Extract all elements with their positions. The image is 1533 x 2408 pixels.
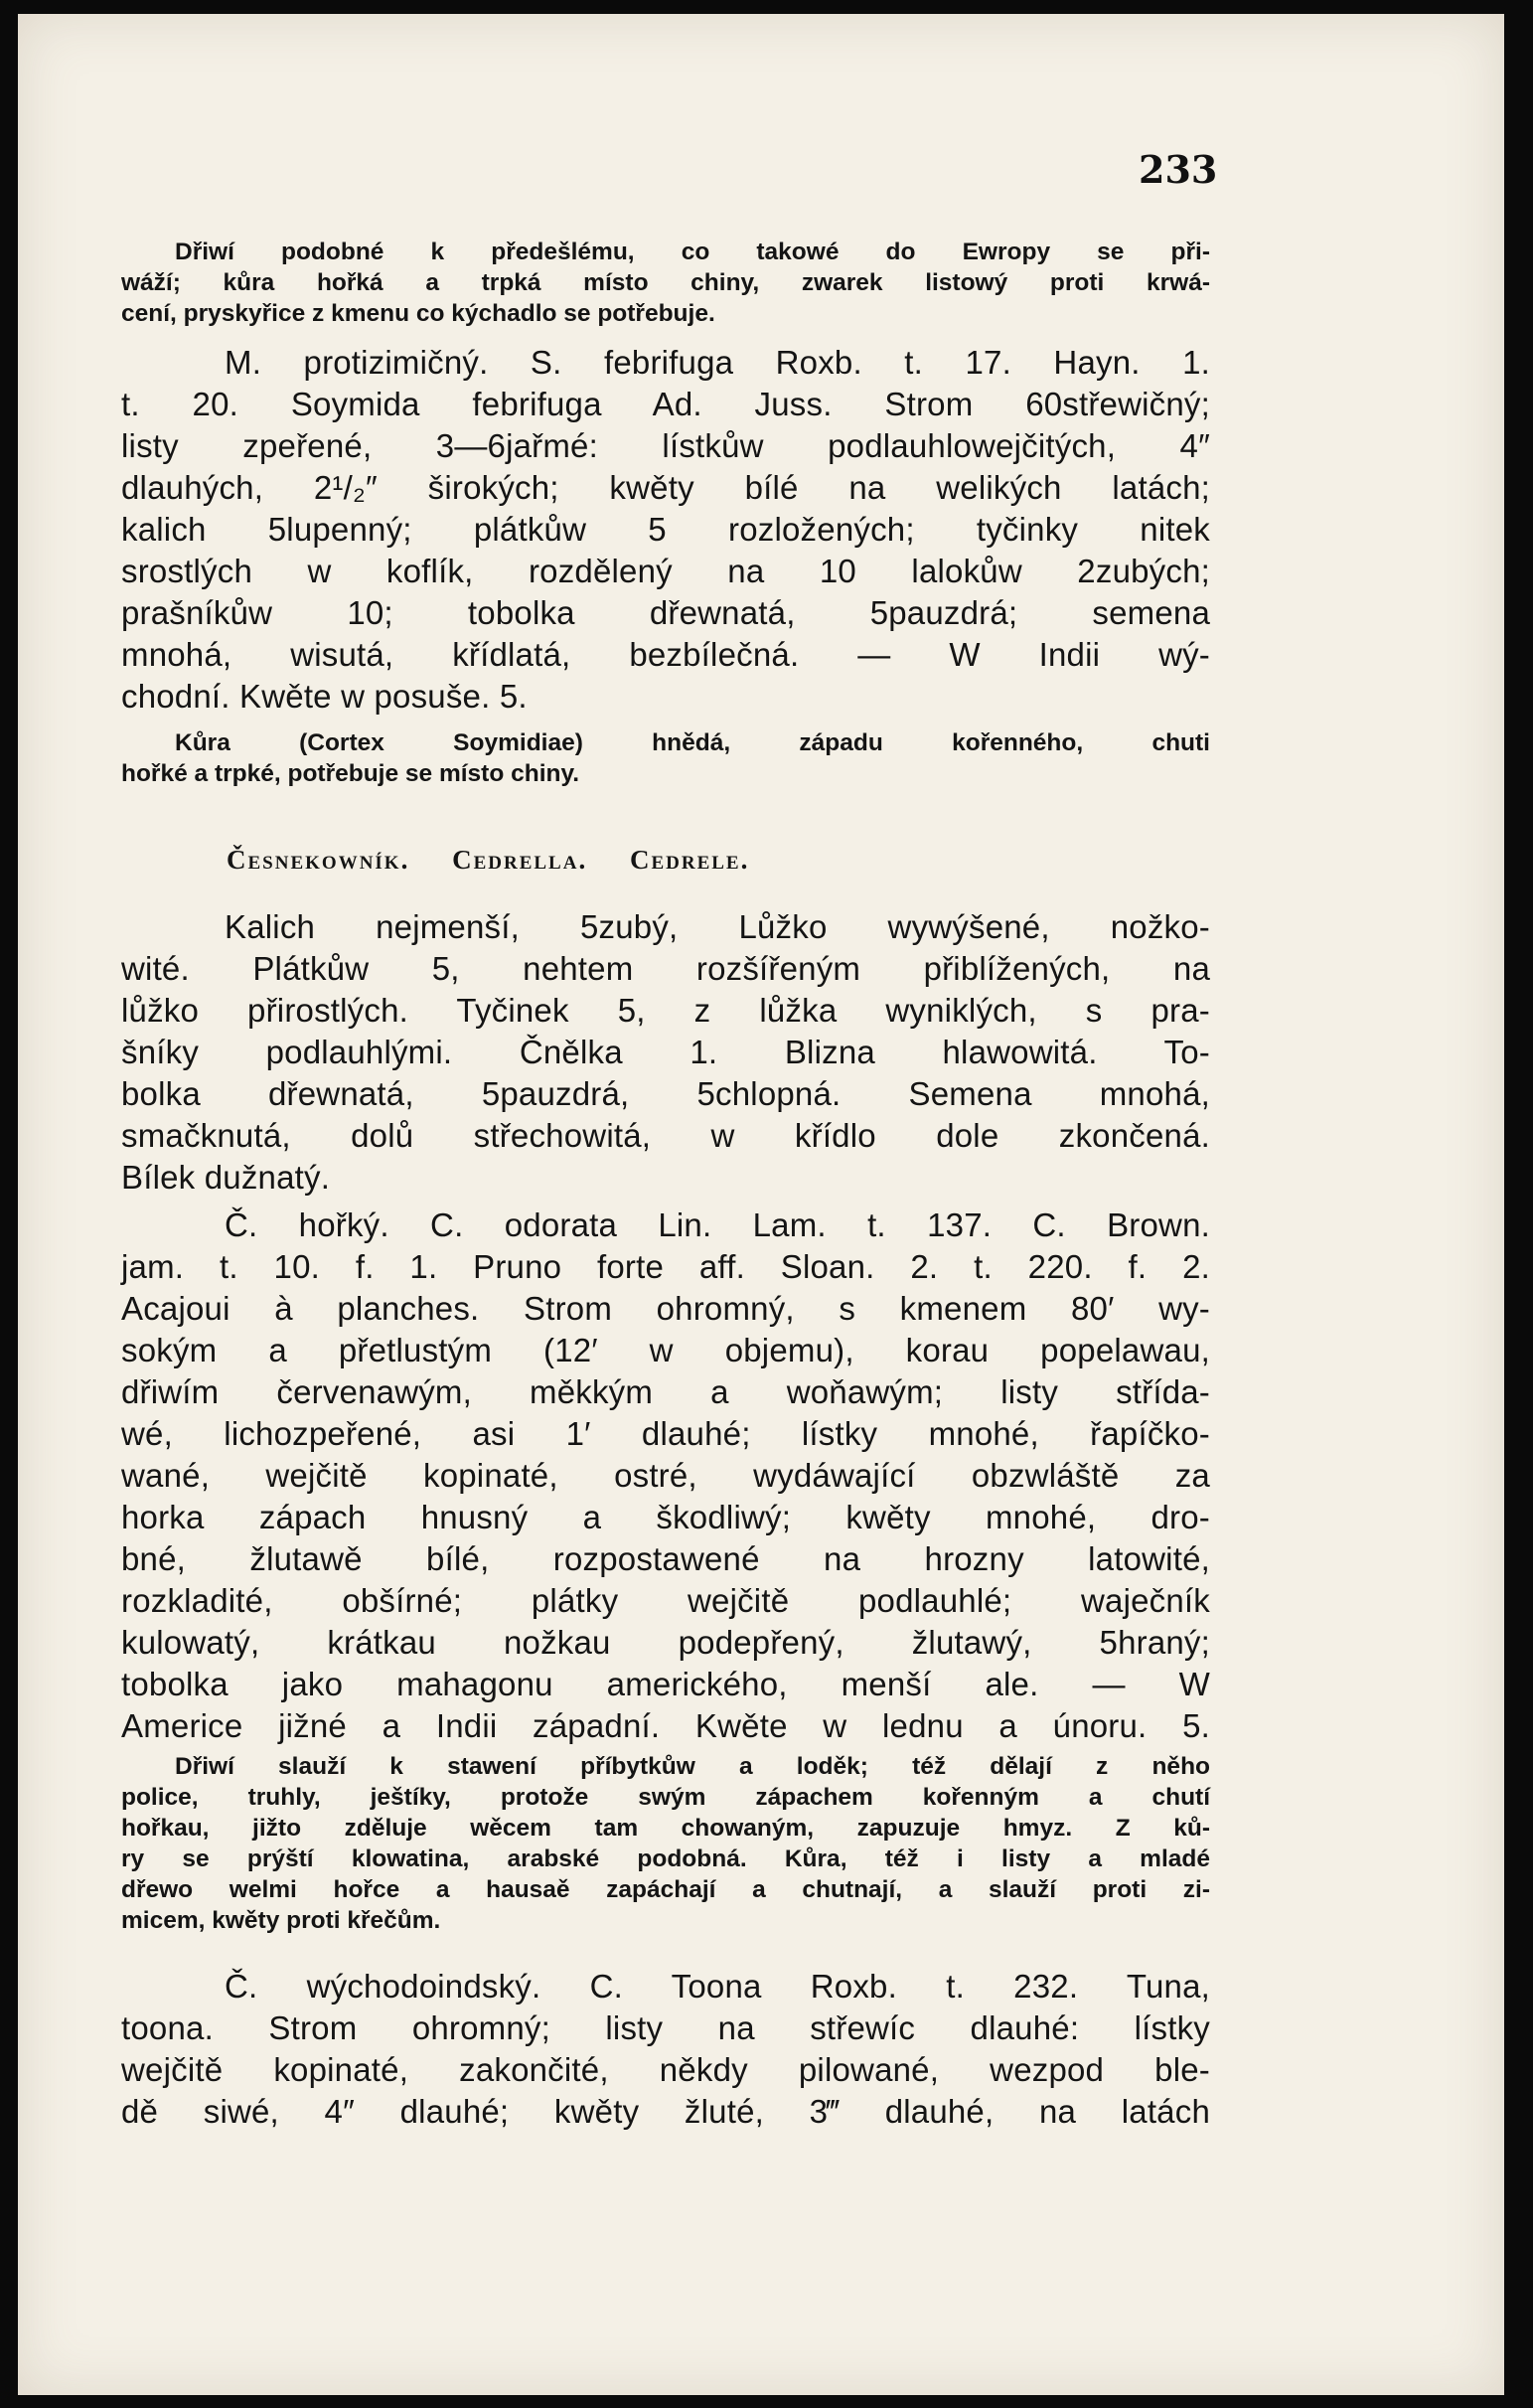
text-line: hořkau, jižto zděluje wěcem tam chowaným, zapuzuje hmyz. Z ků- [121, 1815, 1210, 1842]
heading-latin: Cedrella. [452, 845, 588, 875]
text-line: wáží; kůra hořká a trpká místo chiny, zwarek listowý proti krwá- [121, 269, 1210, 296]
text-line: hořké a trpké, potřebuje se místo chiny. [121, 760, 580, 787]
paragraph-species-horky [121, 1204, 1210, 1747]
text-line: M. protizimičný. S. febrifuga Roxb. t. 17. Hayn. 1. [225, 344, 1210, 381]
text-line: kalich 5lupenný; plátkůw 5 rozložených; tyčinky nitek [121, 511, 1210, 548]
text-line: wané, wejčitě kopinaté, ostré, wydáwající obzwláště za [121, 1457, 1210, 1494]
heading-french: Cedrele. [629, 845, 750, 875]
text-line: mnohá, wisutá, křídlatá, bezbílečná. — W Indii wý- [121, 636, 1210, 673]
text-line: lůžko přirostlých. Tyčinek 5, z lůžka wyniklých, s pra- [121, 992, 1210, 1029]
paragraph-species-protizimicny [121, 342, 1210, 718]
text-line: Dřiwí slauží k stawení příbytkůw a loděk; též dělají z něho [175, 1753, 1210, 1780]
paragraph-species-wychodoindsky [121, 1966, 1210, 2133]
text-line: Bílek dužnatý. [121, 1159, 331, 1196]
text-line: dřiwím červenawým, měkkým a woňawým; listy střída- [121, 1373, 1210, 1410]
text-line: šníky podlauhlými. Čnělka 1. Blizna hlawowitá. To- [121, 1034, 1210, 1070]
text-line: bné, žlutawě bílé, rozpostawené na hrozny latowité, [121, 1540, 1210, 1577]
text-line: tobolka jako mahagonu amerického, menší ale. — W [121, 1666, 1210, 1702]
text-line: toona. Strom ohromný; listy na střewíc dlauhé: lístky [121, 2009, 1210, 2046]
text-line: listy zpeřené, 3—6jařmé: lístkůw podlauhlowejčitých, 4″ [121, 427, 1210, 464]
text-line: chodní. Kwěte w posuše. 5. [121, 678, 528, 715]
text-line: Č. wýchodoindský. C. Toona Roxb. t. 232. Tuna, [225, 1968, 1210, 2005]
text-line: Acajoui à planches. Strom ohromný, s kmenem 80′ wy- [121, 1290, 1210, 1327]
text-line: sokým a přetlustým (12′ w objemu), korau popelawau, [121, 1332, 1210, 1368]
text-line: Kůra (Cortex Soymidiae) hnědá, západu kořenného, chuti [175, 729, 1210, 756]
text-line: horka zápach hnusný a škodliwý; kwěty mnohé, dro- [121, 1499, 1210, 1535]
paragraph-genus-description [121, 906, 1210, 1199]
text-line: Kalich nejmenší, 5zubý, Lůžko wywýšené, nožko- [225, 908, 1210, 945]
paragraph-note-3 [121, 1751, 1210, 1936]
text-line: Americe jižné a Indii západní. Kwěte w lednu a únoru. 5. [121, 1707, 1210, 1744]
text-line: kulowatý, krátkau nožkau podepřený, žlutawý, 5hraný; [121, 1624, 1210, 1661]
text-line: police, truhly, ještíky, protože swým zápachem kořenným a chutí [121, 1784, 1210, 1811]
text-line: rozkladité, obšírné; plátky wejčitě podlauhlé; waječník [121, 1582, 1210, 1619]
text-line: dlauhých, 2¹/₂″ širokých; kwěty bílé na welikých latách; [121, 469, 1210, 506]
book-page [18, 14, 1504, 2395]
text-line: Dřiwí podobné k předešlému, co takowé do Ewropy se při- [175, 239, 1210, 265]
text-line: jam. t. 10. f. 1. Pruno forte aff. Sloan. 2. t. 220. f. 2. [121, 1248, 1210, 1285]
text-line: micem, kwěty proti křečům. [121, 1907, 441, 1934]
text-line: srostlých w koflík, rozdělený na 10 lalokůw 2zubých; [121, 553, 1210, 589]
page-number: 233 [1139, 147, 1218, 192]
text-line: wejčitě kopinaté, zakončité, někdy pilowané, wezpod ble- [121, 2051, 1210, 2088]
heading-czech: Česnekowník. [227, 845, 410, 875]
text-line: t. 20. Soymida febrifuga Ad. Juss. Strom 60střewičný; [121, 386, 1210, 422]
text-line: dřewo welmi hořce a hausaě zapáchají a chutnají, a slauží proti zi- [121, 1876, 1210, 1903]
text-line: wité. Plátkůw 5, nehtem rozšířeným přiblížených, na [121, 950, 1210, 987]
text-line: wé, lichozpeřené, asi 1′ dlauhé; lístky mnohé, řapíčko- [121, 1415, 1210, 1452]
text-line: Č. hořký. C. odorata Lin. Lam. t. 137. C. Brown. [225, 1206, 1210, 1243]
text-line: bolka dřewnatá, 5pauzdrá, 5chlopná. Semena mnohá, [121, 1075, 1210, 1112]
genus-heading [227, 845, 1121, 876]
text-line: dě siwé, 4″ dlauhé; kwěty žluté, 3‴ dlauhé, na latách [121, 2093, 1210, 2130]
text-line: cení, pryskyřice z kmenu co kýchadlo se potřebuje. [121, 300, 715, 327]
paragraph-note-2 [121, 727, 1210, 789]
text-line: smačknutá, dolů střechowitá, w křídlo dole zkončená. [121, 1117, 1210, 1154]
text-line: prašníkůw 10; tobolka dřewnatá, 5pauzdrá; semena [121, 594, 1210, 631]
paragraph-note-1 [121, 237, 1210, 329]
text-line: ry se prýští klowatina, arabské podobná. Kůra, též i listy a mladé [121, 1846, 1210, 1872]
